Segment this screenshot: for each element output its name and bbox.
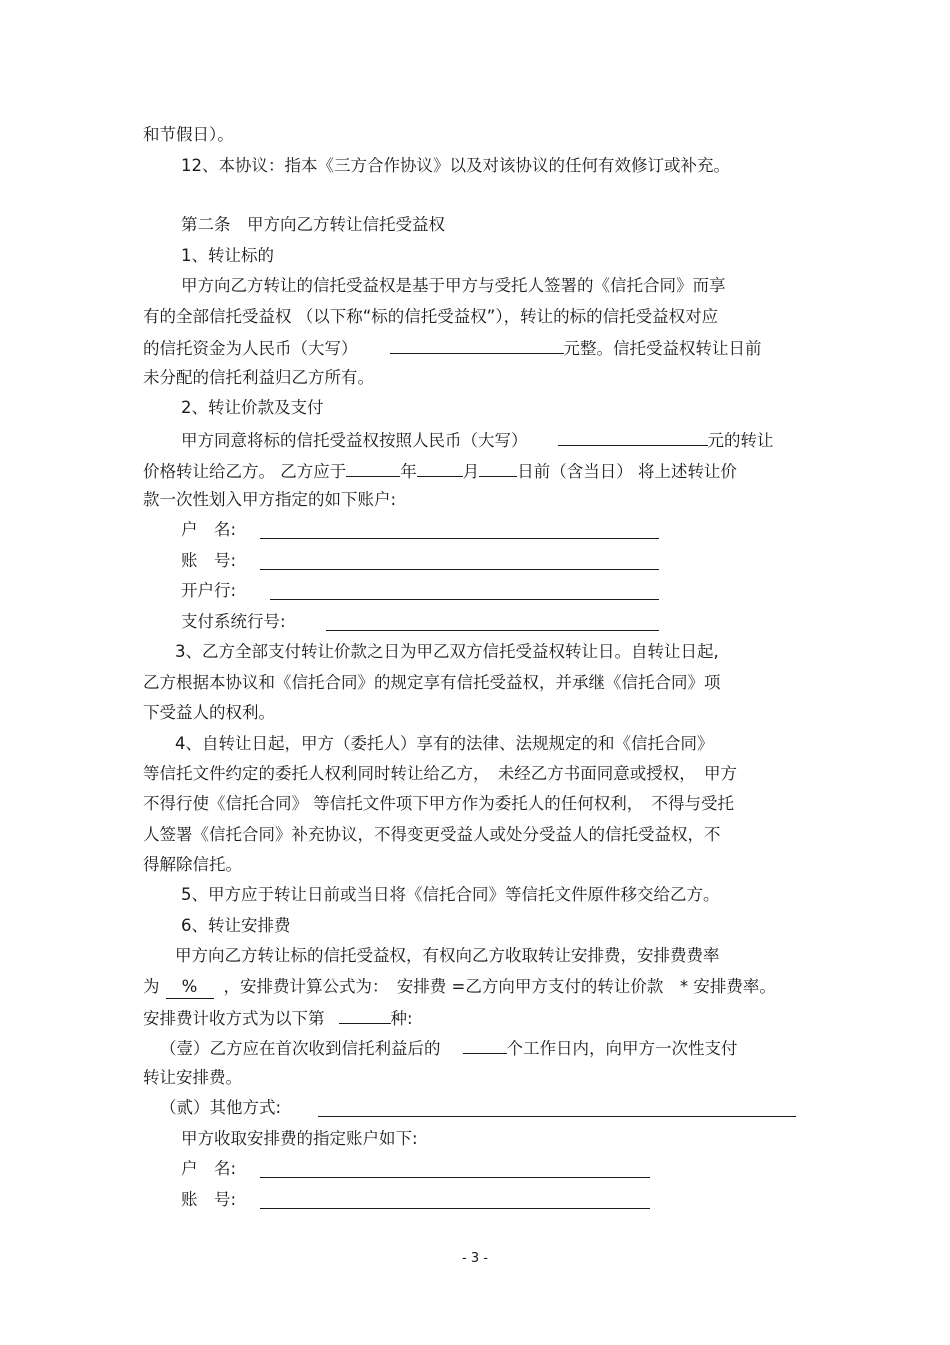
paragraph-line [160, 1036, 738, 1060]
paragraph-line: 下受益人的权利。 [143, 703, 275, 722]
workdays-blank[interactable] [463, 1036, 507, 1054]
text-span: 种: [390, 1009, 413, 1028]
payment-code-label: 支付系统行号: [181, 612, 286, 631]
day-blank[interactable] [479, 459, 517, 477]
clause-12-definition: 12、本协议：指本《三方合作协议》以及对该协议的任何有效修订或补充。 [181, 156, 730, 175]
bank-blank[interactable] [270, 599, 659, 600]
fee-account-number-blank[interactable] [260, 1208, 650, 1209]
section-2-title: 2、转让价款及支付 [181, 398, 324, 417]
text-span: ，安排费计算公式为： 安排费 =乙方向甲方支付的转让价款 * 安排费率。 [223, 977, 776, 996]
paragraph-line: 未分配的信托利益归乙方所有。 [143, 368, 374, 387]
text-span: 安排费计收方式为以下第 [143, 1009, 325, 1028]
account-name-blank[interactable] [260, 538, 659, 539]
paragraph-line: 4、自转让日起，甲方（委托人）享有的法律、法规规定的和《信托合同》 [175, 734, 714, 753]
paragraph-line: 甲方向乙方转让的信托受益权是基于甲方与受托人签署的《信托合同》而享 [181, 276, 726, 295]
paragraph-line: 款一次性划入甲方指定的如下账户: [143, 490, 397, 509]
text-span: 甲方同意将标的信托受益权按照人民币（大写） [181, 431, 528, 450]
paragraph-line: 不得行使《信托合同》 等信托文件项下甲方作为委托人的任何权利， 不得与受托 [143, 794, 734, 813]
text-span: 为 [143, 977, 160, 996]
fee-account-name-blank[interactable] [260, 1177, 650, 1178]
paragraph-line [181, 428, 774, 452]
text-span: 日前（含当日） 将上述转让价 [517, 462, 737, 481]
fee-account-number-label: 账 号: [181, 1190, 237, 1209]
account-name-label: 户 名: [181, 520, 237, 539]
text-line: 和节假日）。 [143, 125, 234, 144]
other-method-blank[interactable] [318, 1116, 796, 1117]
paragraph-line: 甲方向乙方转让标的信托受益权，有权向乙方收取转让安排费，安排费费率 [175, 946, 720, 965]
paragraph-line: 得解除信托。 [143, 855, 242, 874]
section-1-title: 1、转让标的 [181, 246, 274, 265]
text-span: 元的转让 [707, 431, 774, 450]
fee-account-name-label: 户 名: [181, 1159, 237, 1178]
paragraph-line [143, 976, 776, 999]
paragraph-line: 乙方根据本协议和《信托合同》的规定享有信托受益权，并承继《信托合同》项 [143, 673, 721, 692]
paragraph-line: 转让安排费。 [143, 1068, 242, 1087]
paragraph-line [143, 336, 762, 360]
paragraph-line: 人签署《信托合同》补充协议，不得变更受益人或处分受益人的信托受益权，不 [143, 825, 721, 844]
paragraph-line: 有的全部信托受益权 （以下称“标的信托受益权”），转让的标的信托受益权对应 [143, 307, 719, 326]
method-choice-blank[interactable] [339, 1006, 391, 1024]
year-blank[interactable] [346, 459, 400, 477]
account-number-blank[interactable] [260, 569, 659, 570]
page-number: - 3 - [462, 1251, 488, 1266]
trust-amount-blank[interactable] [390, 336, 564, 354]
other-method-label: （贰）其他方式: [160, 1098, 282, 1117]
article-heading: 第二条 甲方向乙方转让信托受益权 [181, 215, 445, 234]
paragraph-line: 等信托文件约定的委托人权利同时转让给乙方， 未经乙方书面同意或授权， 甲方 [143, 764, 737, 783]
text-span: （壹）乙方应在首次收到信托利益后的 [160, 1039, 441, 1058]
paragraph-line: 3、乙方全部支付转让价款之日为甲乙双方信托受益权转让日。自转让日起, [175, 642, 719, 661]
section-6-title: 6、转让安排费 [181, 916, 291, 935]
payment-code-blank[interactable] [326, 630, 659, 631]
paragraph-line: 5、甲方应于转让日前或当日将《信托合同》等信托文件原件移交给乙方。 [181, 885, 720, 904]
paragraph-line [143, 1006, 413, 1030]
text-span: 年 [400, 462, 417, 481]
text-span: 价格转让给乙方。 乙方应于 [143, 462, 347, 481]
text-span: 元整。信托受益权转让日前 [563, 339, 762, 358]
bank-label: 开户行: [181, 581, 237, 600]
paragraph-line [143, 459, 737, 483]
text-span: 月 [462, 462, 480, 481]
paragraph-line: 甲方收取安排费的指定账户如下: [181, 1129, 418, 1148]
text-span: 个工作日内，向甲方一次性支付 [506, 1039, 738, 1058]
fee-rate-blank[interactable]: % [166, 976, 214, 999]
price-amount-blank[interactable] [558, 428, 708, 446]
text-span: 的信托资金为人民币（大写） [143, 339, 358, 358]
account-number-label: 账 号: [181, 551, 237, 570]
month-blank[interactable] [417, 459, 463, 477]
